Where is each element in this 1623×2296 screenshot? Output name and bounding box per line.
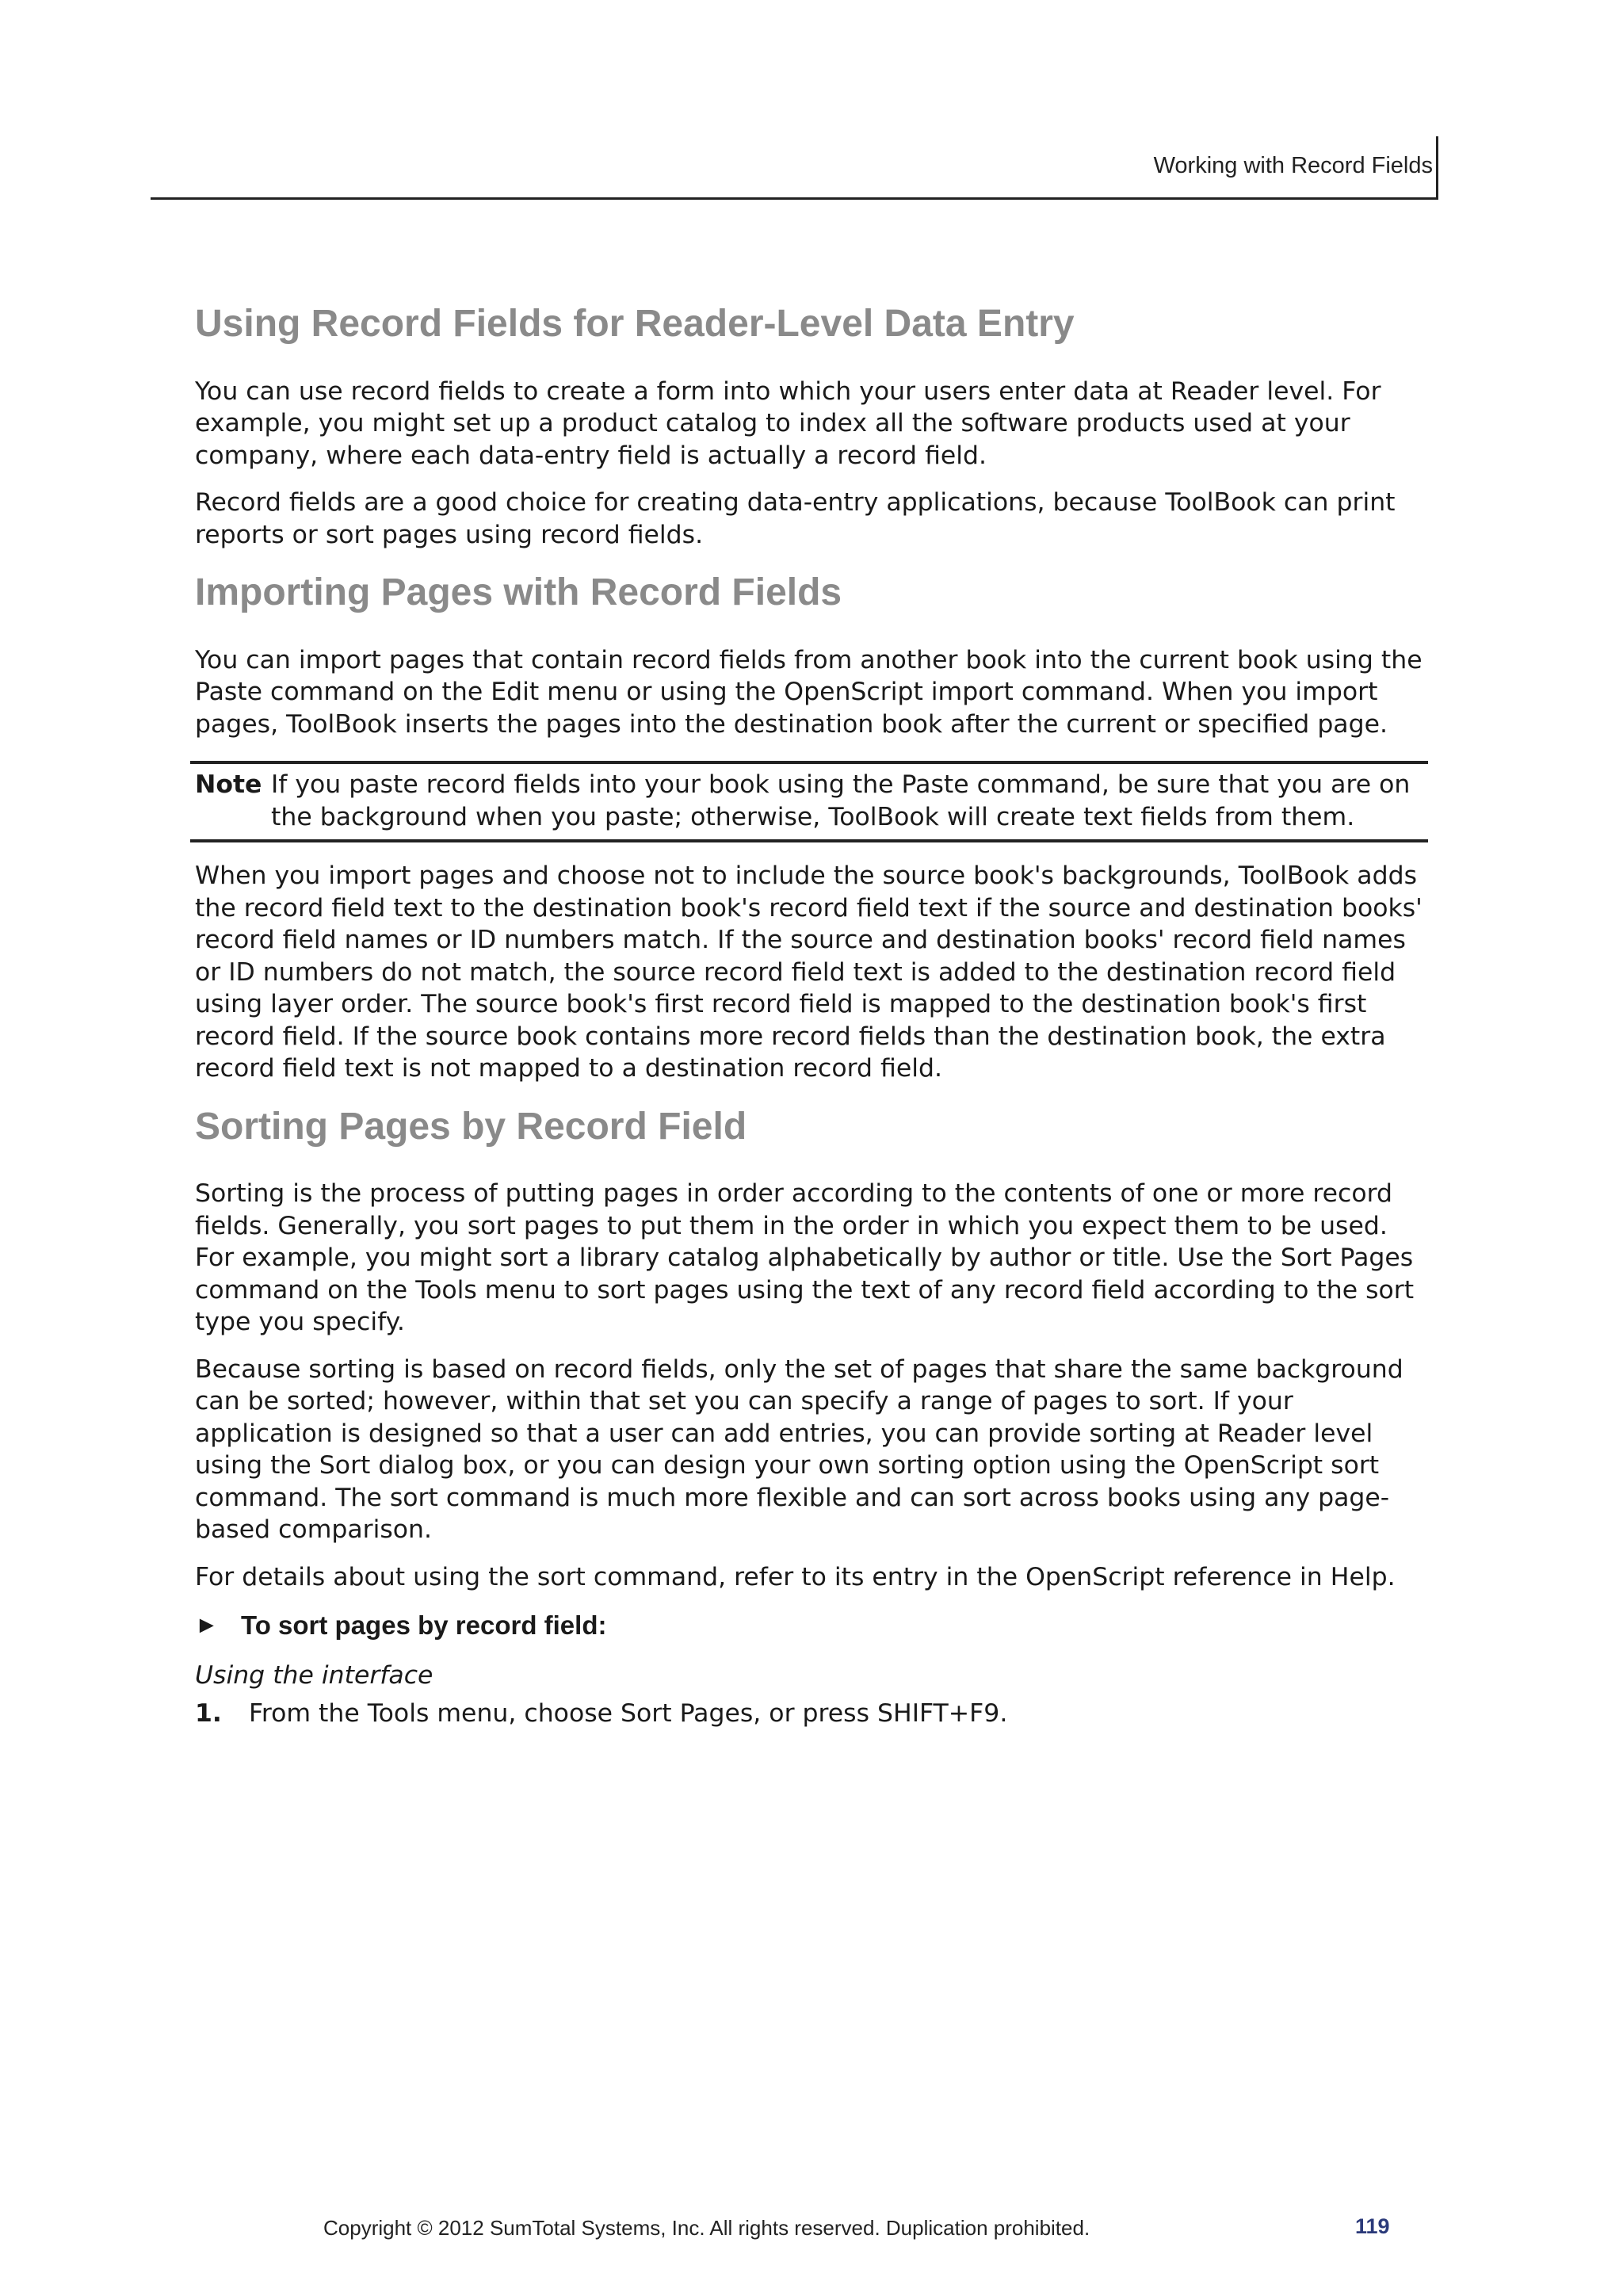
step-number: 1. <box>195 1699 222 1729</box>
paragraph: Because sorting is based on record fields, only the set of pages that share the same background can be sorted; however, within that set you can specify a range of pages to sort. If your application is designed so that a user can add entries, you can provide sorting at Reader level using the Sort dialog box, or you can design your own sorting option using the OpenScript sort command. The sort command is much more flexible and can sort across books using any page-based comparison. <box>195 1354 1403 1545</box>
procedure-step <box>195 1698 1423 1730</box>
note-box <box>190 761 1428 842</box>
note-label: Note <box>195 770 262 800</box>
page-number: 119 <box>1355 2214 1390 2238</box>
step-text: From the Tools menu, choose Sort Pages, or press SHIFT+F9. <box>249 1699 1008 1729</box>
running-header: Working with Record Fields <box>1153 153 1433 178</box>
paragraph: You can import pages that contain record fields from another book into the current book using the Paste command on the Edit menu or using the OpenScript import command. When you import pages, ToolBook inserts the pages into the destination book after the current or specified page. <box>195 645 1423 739</box>
page-content <box>195 301 1423 1730</box>
paragraph: Record fields are a good choice for creating data-entry applications, because ToolBook can print reports or sort pages using record fields. <box>195 488 1396 549</box>
section-heading-sorting-pages: Sorting Pages by Record Field <box>195 1105 747 1148</box>
paragraph: For details about using the sort command, refer to its entry in the OpenScript reference in Help. <box>195 1562 1396 1591</box>
section-heading-importing-pages: Importing Pages with Record Fields <box>195 571 842 614</box>
footer-copyright: Copyright © 2012 SumTotal Systems, Inc. All rights reserved. Duplication prohibited. <box>323 2216 1090 2240</box>
header-vertical-rule <box>1436 136 1438 200</box>
paragraph: Sorting is the process of putting pages in order according to the contents of one or more record fields. Generally, you sort pages to put them in the order in which you expect them to be used. For example, you might sort a library catalog alphabetically by author or title. Use the Sort Pages command on the Tools menu to sort pages using the text of any record field according to the sort type you specify. <box>195 1179 1415 1337</box>
procedure-subheading: Using the interface <box>195 1661 433 1690</box>
note-text: If you paste record fields into your book using the Paste command, be sure that you are on the background when you paste; otherwise, ToolBook will create text fields from them. <box>271 770 1411 831</box>
paragraph: When you import pages and choose not to include the source book's backgrounds, ToolBook adds the record field text to the destination book's record field text if the source and destination books' record field names or ID numbers match. If the source and destination books' record field names or ID numbers do not match, the source record field text is added to the destination record field using layer order. The source book's first record field is mapped to the destination book's first record field. If the source book contains more record fields than the destination book, the extra record field text is not mapped to a destination record field. <box>195 861 1423 1083</box>
section-heading-reader-data-entry: Using Record Fields for Reader-Level Data Entry <box>195 303 1075 345</box>
procedure-heading <box>195 1610 1423 1641</box>
procedure-title: To sort pages by record field: <box>241 1610 607 1641</box>
header-rule <box>151 197 1438 200</box>
paragraph: You can use record fields to create a form into which your users enter data at Reader level. For example, you might set up a product catalog to index all the software products used at your company, where each data-entry field is actually a record field. <box>195 376 1381 470</box>
triangle-arrow-icon: ► <box>195 1612 219 1639</box>
